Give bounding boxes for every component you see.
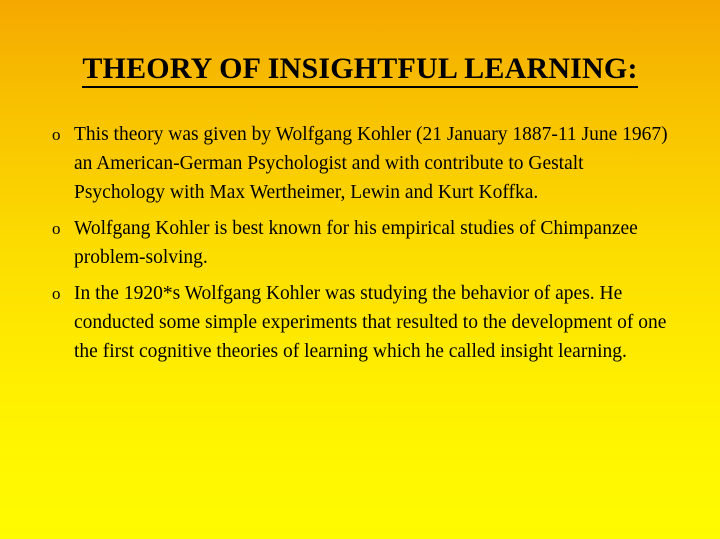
list-item-text: Wolfgang Kohler is best known for his empirical studies of Chimpanzee problem-solving. [74, 218, 638, 268]
page-title [0, 52, 720, 86]
bullet-marker-icon: o [52, 219, 61, 238]
bullet-marker-icon: o [52, 125, 61, 144]
bullet-marker-icon: o [52, 284, 61, 303]
page-title-text: THEORY OF INSIGHTFUL LEARNING: [82, 52, 637, 88]
list-item [48, 120, 678, 207]
bullet-list [48, 120, 678, 373]
list-item [48, 214, 678, 272]
list-item [48, 279, 678, 366]
list-item-text: In the 1920*s Wolfgang Kohler was studying the behavior of apes. He conducted some simple experiments that resulted to the development of one the first cognitive theories of learning which he called insight learning. [74, 283, 667, 362]
list-item-text: This theory was given by Wolfgang Kohler (21 January 1887-11 June 1967) an American-German Psychologist and with contribute to Gestalt Psychology with Max Wertheimer, Lewin and Kurt Koffka. [74, 124, 668, 203]
